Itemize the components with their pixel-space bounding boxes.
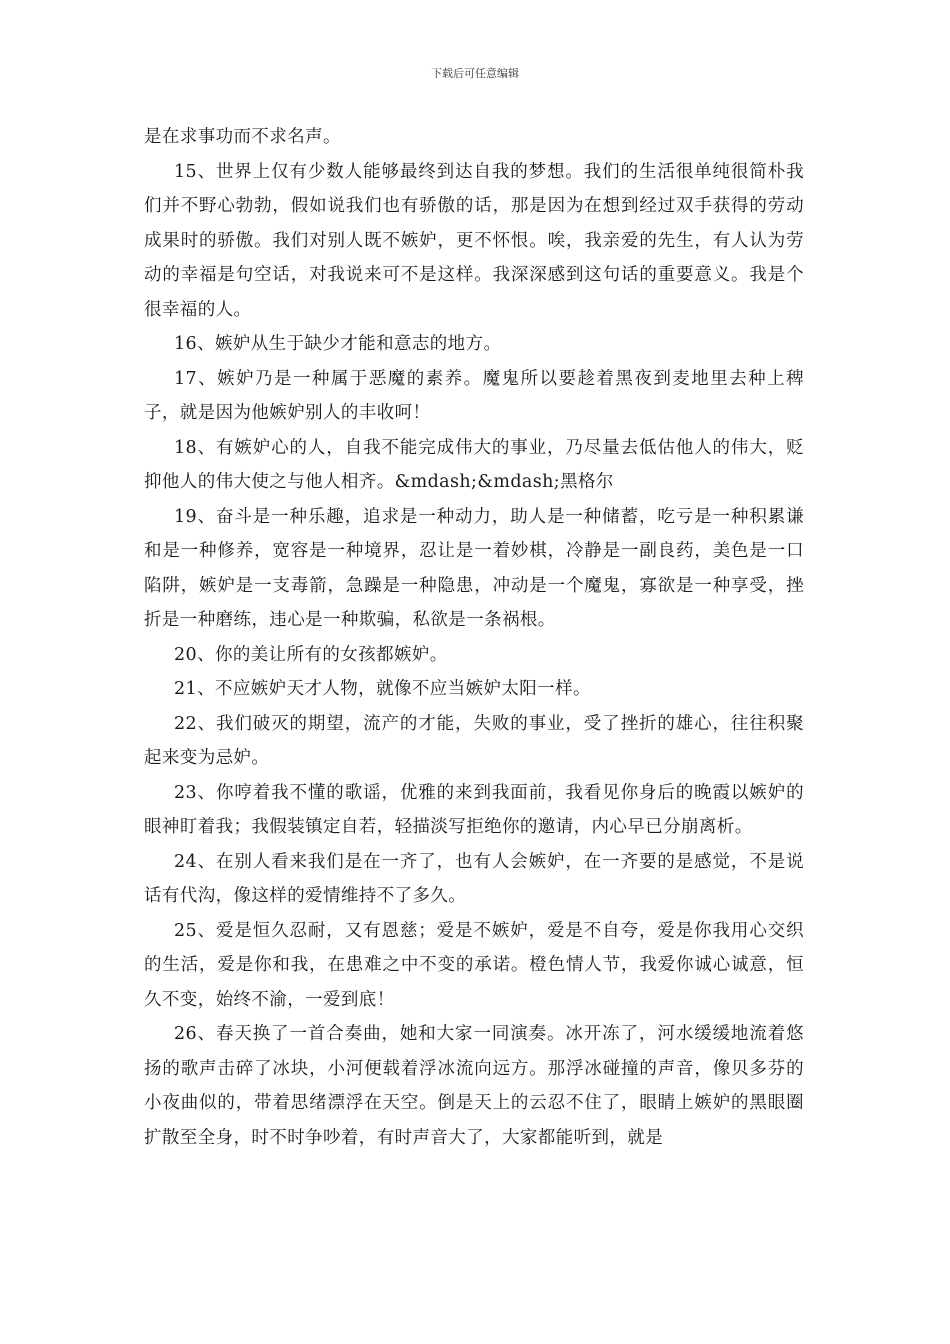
paragraph: 25、爱是恒久忍耐，又有恩慈；爱是不嫉妒，爱是不自夸，爱是你我用心交织的生活，爱是你和我，在患难之中不变的承诺。橙色情人节，我爱你诚心诚意，恒久不变，始终不渝，一爱到底！ [144, 920, 804, 1010]
paragraph: 18、有嫉妒心的人，自我不能完成伟大的事业，乃尽量去低估他人的伟大，贬抑他人的伟大使之与他人相齐。&mdash;&mdash;黑格尔 [144, 437, 804, 492]
paragraph: 15、世界上仅有少数人能够最终到达自我的梦想。我们的生活很单纯很简朴我们并不野心勃勃，假如说我们也有骄傲的话，那是因为在想到经过双手获得的劳动成果时的骄傲。我们对别人既不嫉妒，更不怀恨。唉，我亲爱的先生，有人认为劳动的幸福是句空话，对我说来可不是这样。我深深感到这句话的重要意义。我是个很幸福的人。 [144, 161, 804, 320]
paragraph: 23、你哼着我不懂的歌谣，优雅的来到我面前，我看见你身后的晚霞以嫉妒的眼神盯着我；我假装镇定自若，轻描淡写拒绝你的邀请，内心早已分崩离析。 [144, 782, 804, 837]
paragraph: 17、嫉妒乃是一种属于恶魔的素养。魔鬼所以要趁着黑夜到麦地里去种上稗子，就是因为他嫉妒别人的丰收呵！ [144, 368, 804, 423]
paragraph: 16、嫉妒从生于缺少才能和意志的地方。 [174, 334, 502, 354]
page-header: 下载后可任意编辑 [431, 67, 519, 80]
paragraph: 21、不应嫉妒天才人物，就像不应当嫉妒太阳一样。 [174, 679, 591, 699]
paragraph: 19、奋斗是一种乐趣，追求是一种动力，助人是一种储蓄，吃亏是一种积累谦和是一种修养，宽容是一种境界，忍让是一着妙棋，冷静是一副良药，美色是一口陷阱，嫉妒是一支毒箭，急躁是一种隐患，冲动是一个魔鬼，寡欲是一种享受，挫折是一种磨练，违心是一种欺骗，私欲是一条祸根。 [144, 506, 804, 630]
paragraph: 26、春天换了一首合奏曲，她和大家一同演奏。冰开冻了，河水缓缓地流着悠扬的歌声击碎了冰块，小河便载着浮冰流向远方。那浮冰碰撞的声音，像贝多芬的小夜曲似的，带着思绪漂浮在天空。倒是天上的云忍不住了，眼睛上嫉妒的黑眼圈扩散至全身，时不时争吵着，有时声音大了，大家都能听到，就是 [144, 1024, 804, 1148]
paragraph: 20、你的美让所有的女孩都嫉妒。 [174, 644, 448, 665]
paragraph: 是在求事功而不求名声。 [144, 127, 341, 147]
document-body [144, 120, 804, 1155]
paragraph: 22、我们破灭的期望，流产的才能，失败的事业，受了挫折的雄心，往往积聚起来变为忌妒。 [144, 713, 804, 768]
paragraph: 24、在别人看来我们是在一齐了，也有人会嫉妒，在一齐要的是感觉，不是说话有代沟，像这样的爱情维持不了多久。 [144, 851, 804, 906]
